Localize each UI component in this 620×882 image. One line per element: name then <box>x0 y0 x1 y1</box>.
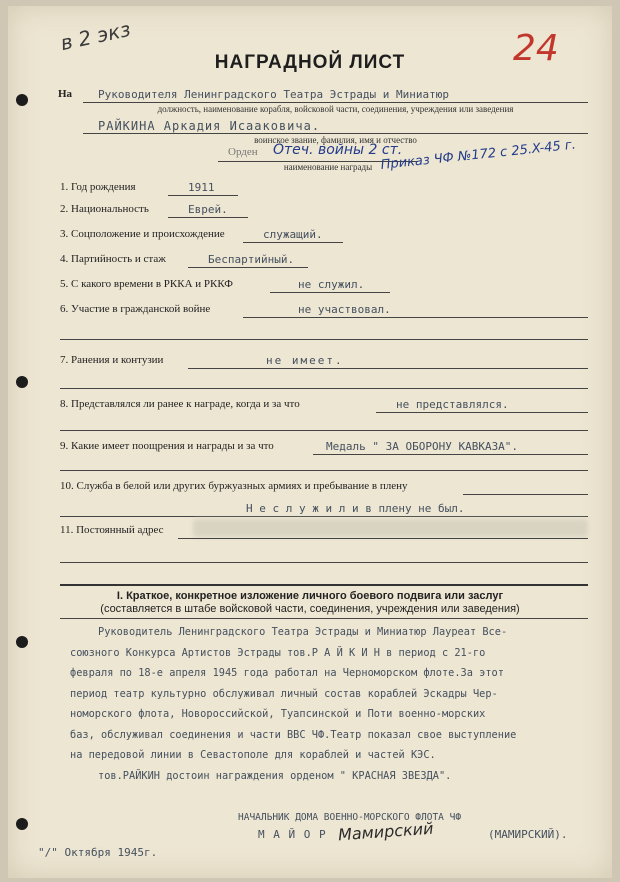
field-party-value: Беспартийный. <box>208 253 295 266</box>
story-line: Руководитель Ленинградского Театра Эстрады и Миниатюр Лауреат Все- <box>98 626 508 638</box>
field-birth-year-value: 1911 <box>188 181 215 194</box>
story-line: период театр культурно обслуживал личный состав кораблей Эскадры Чер- <box>70 687 498 700</box>
field-white-army-value: Н е с л у ж и л и в плену не был. <box>246 502 465 515</box>
chief-line: НАЧАЛЬНИК ДОМА ВОЕННО-МОРСКОГО ФЛОТА ЧФ <box>238 812 462 823</box>
name-caption: воинское звание, фамилия, имя и отчество <box>254 135 417 145</box>
field-prior-award-value: не представлялся. <box>396 398 509 411</box>
story-line: февраля по 18-е апреля 1945 года работал на Черноморском флоте.За этот <box>70 667 504 679</box>
rank: М А Й О Р <box>258 828 327 841</box>
field-prior-award-label: 8. Представлялся ли ранее к награде, когда и за что <box>60 398 300 410</box>
date: "/" Октября 1945г. <box>38 846 158 859</box>
order-handwritten: Отеч. войны 2 ст. <box>273 142 403 158</box>
signature: Мамирский <box>337 818 435 845</box>
archive-number: 24 <box>513 28 559 69</box>
address-redacted <box>193 519 588 537</box>
field-wounds-value: не имеет. <box>266 354 344 367</box>
story-line: номорского флота, Новороссийской, Туапсинской и Поти военно-морских <box>70 708 486 720</box>
section-heading: I. Краткое, конкретное изложение личного боевого подвига или заслуг <box>116 590 504 602</box>
page-title: НАГРАДНОЙ ЛИСТ <box>214 52 406 73</box>
field-awards-value: Медаль " ЗА ОБОРОНУ КАВКАЗА". <box>326 440 519 453</box>
field-civil-war-value: не участвовал. <box>298 303 391 316</box>
position-caption: должность, наименование корабля, войсковой части, соединения, учреждения или заведения <box>157 104 514 114</box>
story-line: союзного Конкурса Артистов Эстрады тов.Р А Й К И Н в период с 21-го <box>70 646 486 659</box>
field-white-army-label: 10. Служба в белой или других буржуазных армиях и пребывание в плену <box>60 480 408 492</box>
story-line: на передовой линии в Севастополе для кораблей и частей КЭС. <box>70 749 436 761</box>
field-nationality-value: Еврей. <box>188 203 228 216</box>
field-party-label: 4. Партийность и стаж <box>60 253 166 265</box>
field-birth-year-label: 1. Год рождения <box>60 181 136 193</box>
field-address-label: 11. Постоянный адрес <box>60 524 164 536</box>
punch-hole <box>16 94 28 106</box>
field-civil-war-label: 6. Участие в гражданской войне <box>60 303 211 315</box>
pencil-note: в 2 экз <box>58 16 133 56</box>
award-sheet <box>8 6 612 878</box>
order-caption: наименование награды <box>283 162 373 172</box>
field-service-value: не служил. <box>298 278 365 291</box>
name-value: РАЙКИНА Аркадия Исааковича. <box>98 119 321 133</box>
field-social-origin-label: 3. Соцположение и происхождение <box>60 228 225 240</box>
section-subheading: (составляется в штабе войсковой части, соединения, учреждения или заведения) <box>100 603 520 615</box>
field-awards-label: 9. Какие имеет поощрения и награды и за что <box>60 440 274 452</box>
field-service-label: 5. С какого времени в РККА и РККФ <box>60 278 233 290</box>
position-value: Руководителя Ленинградского Театра Эстрады и Миниатюр <box>98 88 449 101</box>
field-social-origin-value: служащий. <box>263 228 323 241</box>
field-nationality-label: 2. Национальность <box>60 203 149 215</box>
punch-hole <box>16 636 28 648</box>
field-wounds-label: 7. Ранения и контузии <box>60 354 164 366</box>
story-line: баз, обслуживал соединения и части ВВС ЧФ.Театр показал свое выступление <box>70 728 517 741</box>
signature-name: (МАМИРСКИЙ). <box>488 828 568 841</box>
punch-hole <box>16 376 28 388</box>
punch-hole <box>16 818 28 830</box>
story-line: тов.РАЙКИН достоин награждения орденом " КРАСНАЯ ЗВЕЗДА". <box>98 769 452 782</box>
order-prefix: Орден <box>228 146 258 158</box>
na-label: На <box>58 88 73 100</box>
section-body <box>70 622 600 786</box>
decree-handwritten: Приказ ЧФ №172 с 25.X-45 г. <box>380 137 577 173</box>
